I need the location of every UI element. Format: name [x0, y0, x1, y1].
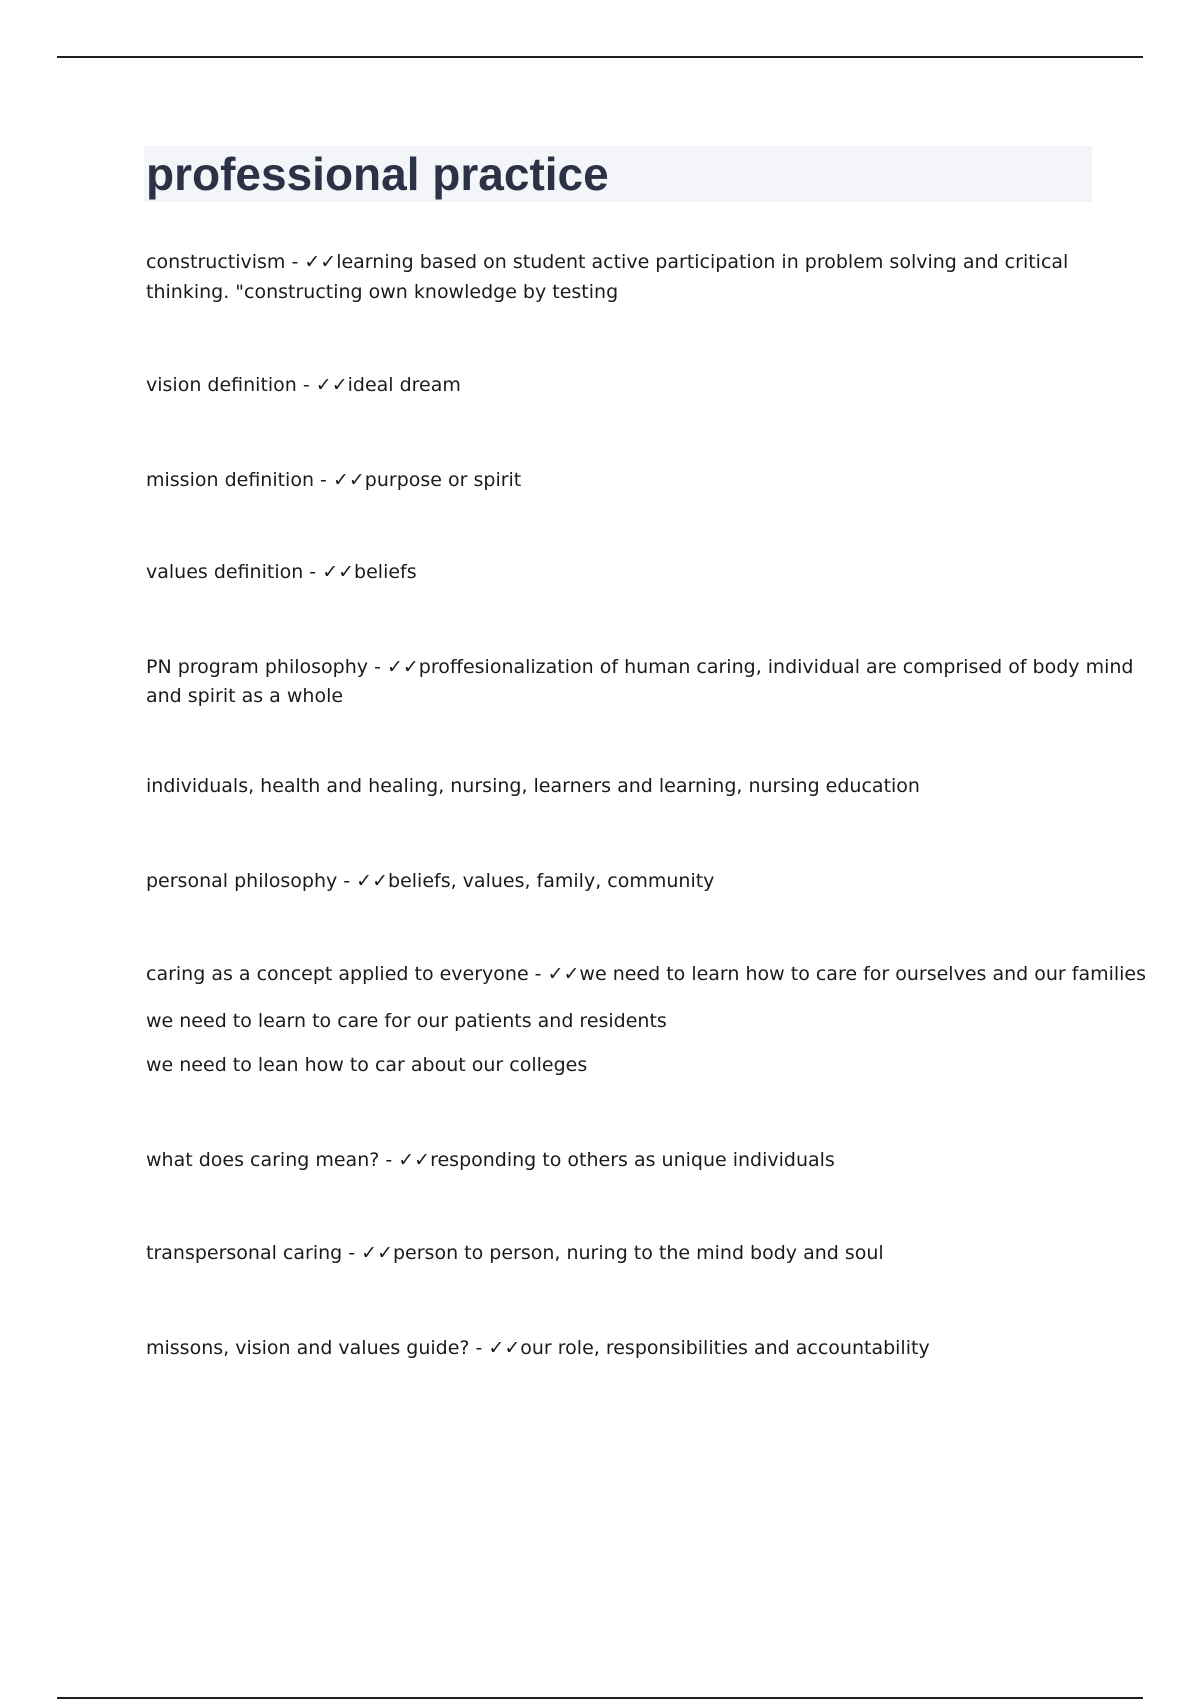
top-rule: [57, 56, 1143, 58]
flashcard-pn-philosophy-line-1: PN program philosophy - ✓✓proffesionalization of human caring, individual are comprised of body mind: [146, 656, 1134, 678]
flashcard-caring-concept-line-3: we need to lean how to car about our colleges: [146, 1054, 588, 1076]
flashcard-personal-philosophy: personal philosophy - ✓✓beliefs, values, family, community: [146, 870, 715, 892]
flashcard-caring-concept-line-2: we need to learn to care for our patients and residents: [146, 1010, 667, 1032]
flashcard-values-definition: values definition - ✓✓beliefs: [146, 561, 417, 583]
flashcard-missions-guide: missons, vision and values guide? - ✓✓our role, responsibilities and accountability: [146, 1337, 930, 1359]
bottom-rule: [57, 1697, 1143, 1699]
flashcard-vision-definition: vision definition - ✓✓ideal dream: [146, 374, 461, 396]
flashcard-pn-philosophy-line-2: and spirit as a whole: [146, 685, 344, 707]
flashcard-caring-meaning: what does caring mean? - ✓✓responding to others as unique individuals: [146, 1149, 835, 1171]
flashcard-transpersonal-caring: transpersonal caring - ✓✓person to person, nuring to the mind body and soul: [146, 1242, 884, 1264]
flashcard-caring-concept-line-1: caring as a concept applied to everyone - ✓✓we need to learn how to care for ourselves and our families: [146, 963, 1147, 985]
flashcard-constructivism-line-2: thinking. "constructing own knowledge by testing: [146, 281, 619, 303]
flashcard-mission-definition: mission definition - ✓✓purpose or spirit: [146, 469, 522, 491]
flashcard-constructivism-line-1: constructivism - ✓✓learning based on student active participation in problem solving and critical: [146, 251, 1069, 273]
flashcard-individuals: individuals, health and healing, nursing, learners and learning, nursing education: [146, 775, 920, 797]
page-title: professional practice: [146, 148, 609, 200]
title-band: [144, 146, 1092, 202]
